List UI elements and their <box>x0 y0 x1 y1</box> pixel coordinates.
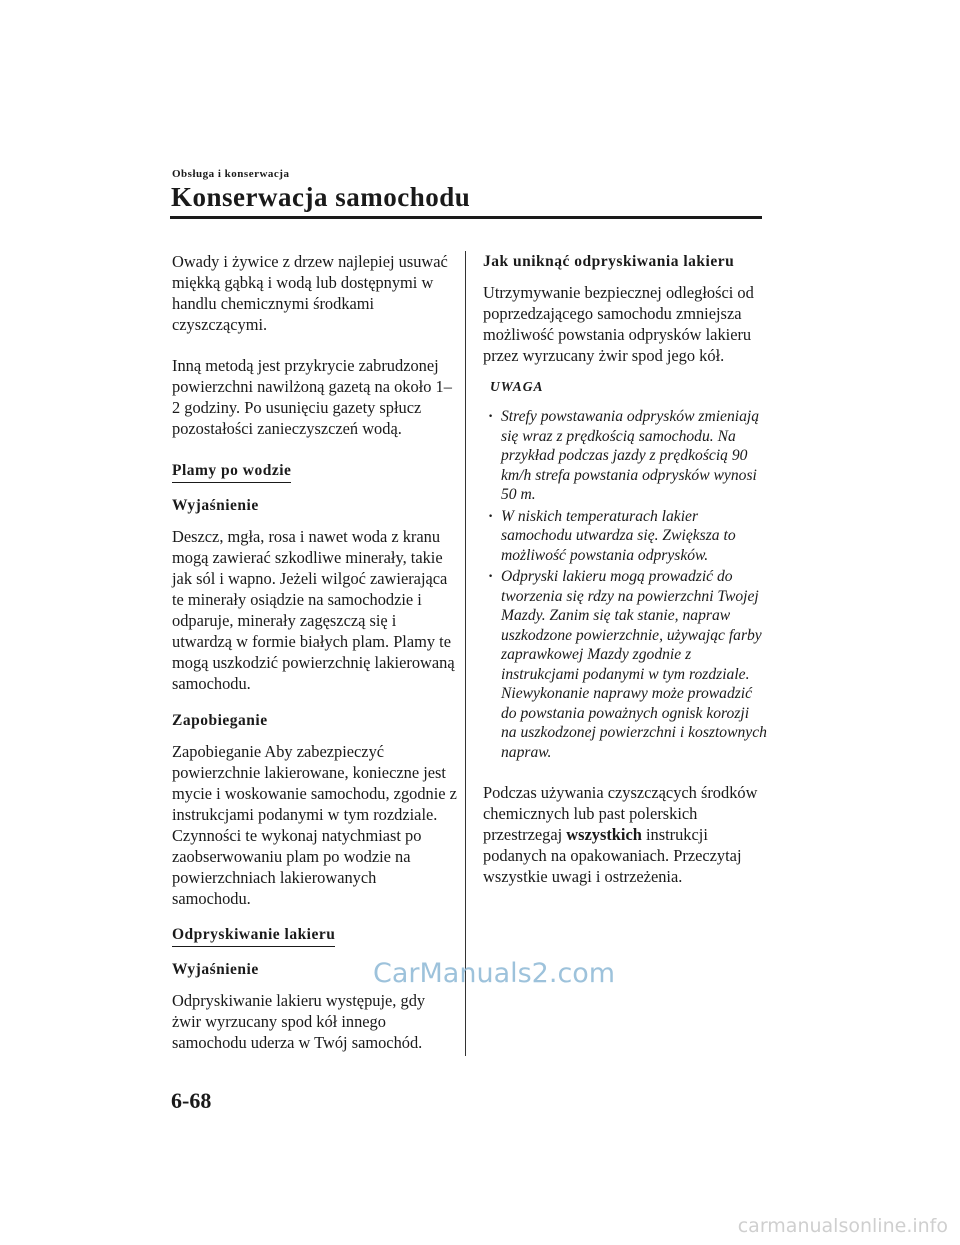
instructions-bold: wszystkich <box>566 825 642 844</box>
instructions-text-1: Podczas używania czyszczących środków chemicznych lub past polerskich przestrzegaj <box>483 783 758 844</box>
paragraph-safe-distance: Utrzymywanie bezpiecznej odległości od poprzedzającego samochodu zmniejsza możliwość powstania odprysków lakieru przez wyrzucany żwir spod jego kół. <box>483 283 754 365</box>
paragraph-newspaper: Inną metodą jest przykrycie zabrudzonej powierzchni nawilżoną gazetą na około 1–2 godziny. Po usunięciu gazety spłucz pozostałości zanieczyszczeń wodą. <box>172 356 452 438</box>
left-column <box>172 251 458 1053</box>
right-column <box>483 251 768 887</box>
instructions-text-2: instrukcji podanych na opakowaniach. Przeczytaj wszystkie uwagi i ostrzeżenia. <box>483 825 742 886</box>
notice-item: · Strefy powstawania odprysków zmieniają się wraz z prędkością samochodu. Na przykład podczas jazdy z prędkością 90 km/h strefa powstania odprysków wynosi 50 m. <box>483 407 768 505</box>
paragraph-chipping: Odpryskiwanie lakieru występuje, gdy żwir wyrzucany spod kół innego samochodu uderza w Twój samochód. <box>172 991 426 1052</box>
paragraph-insects: Owady i żywice z drzew najlepiej usuwać miękką gąbką i wodą lub dostępnymi w handlu chemicznymi środkami czyszczącymi. <box>172 252 448 334</box>
title-rule <box>170 216 762 219</box>
heading-paint-chipping: Odpryskiwanie lakieru <box>172 924 335 947</box>
column-divider <box>465 251 466 1056</box>
notice-title: UWAGA <box>490 379 544 394</box>
watermark: CarManuals2.com <box>373 958 616 989</box>
notice-item: · Odpryski lakieru mogą prowadzić do tworzenia się rdzy na powierzchni Twojej Mazdy. Zanim się tak stanie, napraw uszkodzone powierzchnie, używając farby zaprawkowej Mazdy zgodnie z instrukcjami podanymi w tym rozdziale. Niewykonanie naprawy może prowadzić do powstania poważnych ognisk korozji na uszkodzonej powierzchni i kosztownych napraw. <box>483 567 768 762</box>
heading-explanation: Wyjaśnienie <box>172 497 259 514</box>
heading-water-stains: Plamy po wodzie <box>172 460 291 483</box>
paragraph-prevention: Zapobieganie Aby zabezpieczyć powierzchnie lakierowane, konieczne jest mycie i woskowanie samochodu, zgodnie z instrukcjami podanymi w tym rozdziale. Czynności te wykonaj natychmiast po zaobserwowaniu plam po wodzie na powierzchniach lakierowanych samochodu. <box>172 742 457 908</box>
chapter-title: Konserwacja samochodu <box>171 182 471 212</box>
notice-item: · W niskich temperaturach lakier samochodu utwardza się. Zwiększa to możliwość powstania odprysków. <box>483 507 768 566</box>
heading-prevention: Zapobieganie <box>172 712 268 729</box>
section-label: Obsługa i konserwacja <box>172 168 290 180</box>
footer-site: carmanualsonline.info <box>737 1215 948 1237</box>
heading-explanation-2: Wyjaśnienie <box>172 961 259 978</box>
heading-avoid-chipping: Jak uniknąć odpryskiwania lakieru <box>483 253 735 270</box>
paragraph-instructions <box>483 782 768 887</box>
page-number: 6-68 <box>171 1088 212 1113</box>
notice-list <box>483 407 768 762</box>
paragraph-minerals: Deszcz, mgła, rosa i nawet woda z kranu mogą zawierać szkodliwe minerały, takie jak sól i wapno. Jeżeli wilgoć zawierająca te minerały osiądzie na samochodzie i odparuje, minerały zagęszczą się i utwardzą w formie białych plam. Plamy te mogą uszkodzić powierzchnię lakierowaną samochodu. <box>172 527 455 693</box>
